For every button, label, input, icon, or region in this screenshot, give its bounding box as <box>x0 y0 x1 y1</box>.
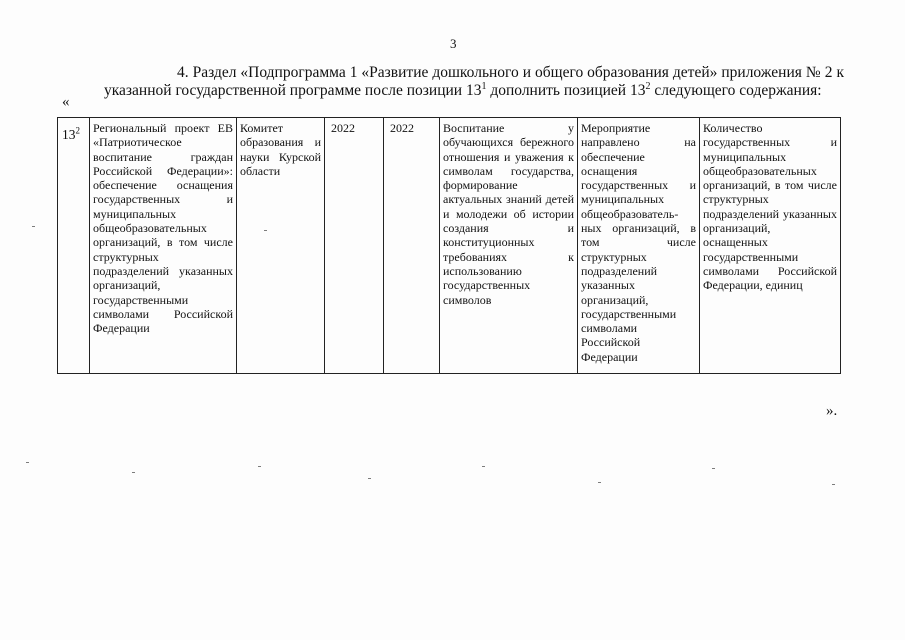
page-number: 3 <box>450 36 457 51</box>
scan-speck <box>32 226 35 227</box>
intro-text-part-1: 4. Раздел «Подпрограмма 1 «Развитие дошкольного и общего образования детей» приложения № 2 к указанной государственной программе после позиции 13 <box>104 64 844 99</box>
opening-quote-mark: « <box>62 94 70 110</box>
amendment-intro-paragraph <box>104 64 844 100</box>
scan-speck <box>712 468 715 469</box>
scan-speck <box>598 482 601 483</box>
end-year-cell: 2022 <box>384 118 440 374</box>
scan-speck <box>368 478 371 479</box>
intro-superscript-2: 2 <box>645 80 651 92</box>
intro-superscript-1: 1 <box>481 80 487 92</box>
indicator-link-cell: Мероприятие направлено на обеспечение оснащения государственных и муниципальных общеобразователь-ных организаций, в том числе структурных подразделений указанных организаций, государственными символами Российской Федерации <box>578 118 700 374</box>
position-number-cell <box>58 118 90 374</box>
scan-speck <box>26 462 29 463</box>
intro-text-part-3: следующего содержания: <box>650 82 822 99</box>
executor-cell: Комитет образования и науки Курской области <box>237 118 325 374</box>
scan-speck <box>832 484 835 485</box>
position-number: 13 <box>62 127 76 142</box>
table-row <box>58 118 841 374</box>
scan-speck <box>482 466 485 467</box>
closing-quote-mark: ». <box>826 403 838 419</box>
position-number-superscript: 2 <box>75 125 80 136</box>
start-year-cell: 2022 <box>325 118 384 374</box>
scan-speck <box>132 472 135 473</box>
amendment-table <box>57 117 841 374</box>
measure-name-cell: Региональный проект ЕВ «Патриотическое воспитание граждан Российской Федерации»: обеспечение оснащения государственных и муниципальных общеобразовательных организаций, в том числе структурных подразделений указанных организаций, государственными символами Российской Федерации <box>90 118 237 374</box>
expected-result-cell: Воспитание у обучающихся бережного отношения и уважения к символам государства, формирование актуальных знаний детей и молодежи об истории создания и конституционных требованиях к использованию государственных символов <box>440 118 578 374</box>
intro-text-part-2: дополнить позицией 13 <box>486 82 646 99</box>
scan-speck <box>264 230 267 231</box>
indicator-cell: Количество государственных и муниципальных общеобразовательных организаций, в том числе структурных подразделений указанных организаций, оснащенных государственными символами Российской Федерации, единиц <box>700 118 841 374</box>
scan-speck <box>258 466 261 467</box>
